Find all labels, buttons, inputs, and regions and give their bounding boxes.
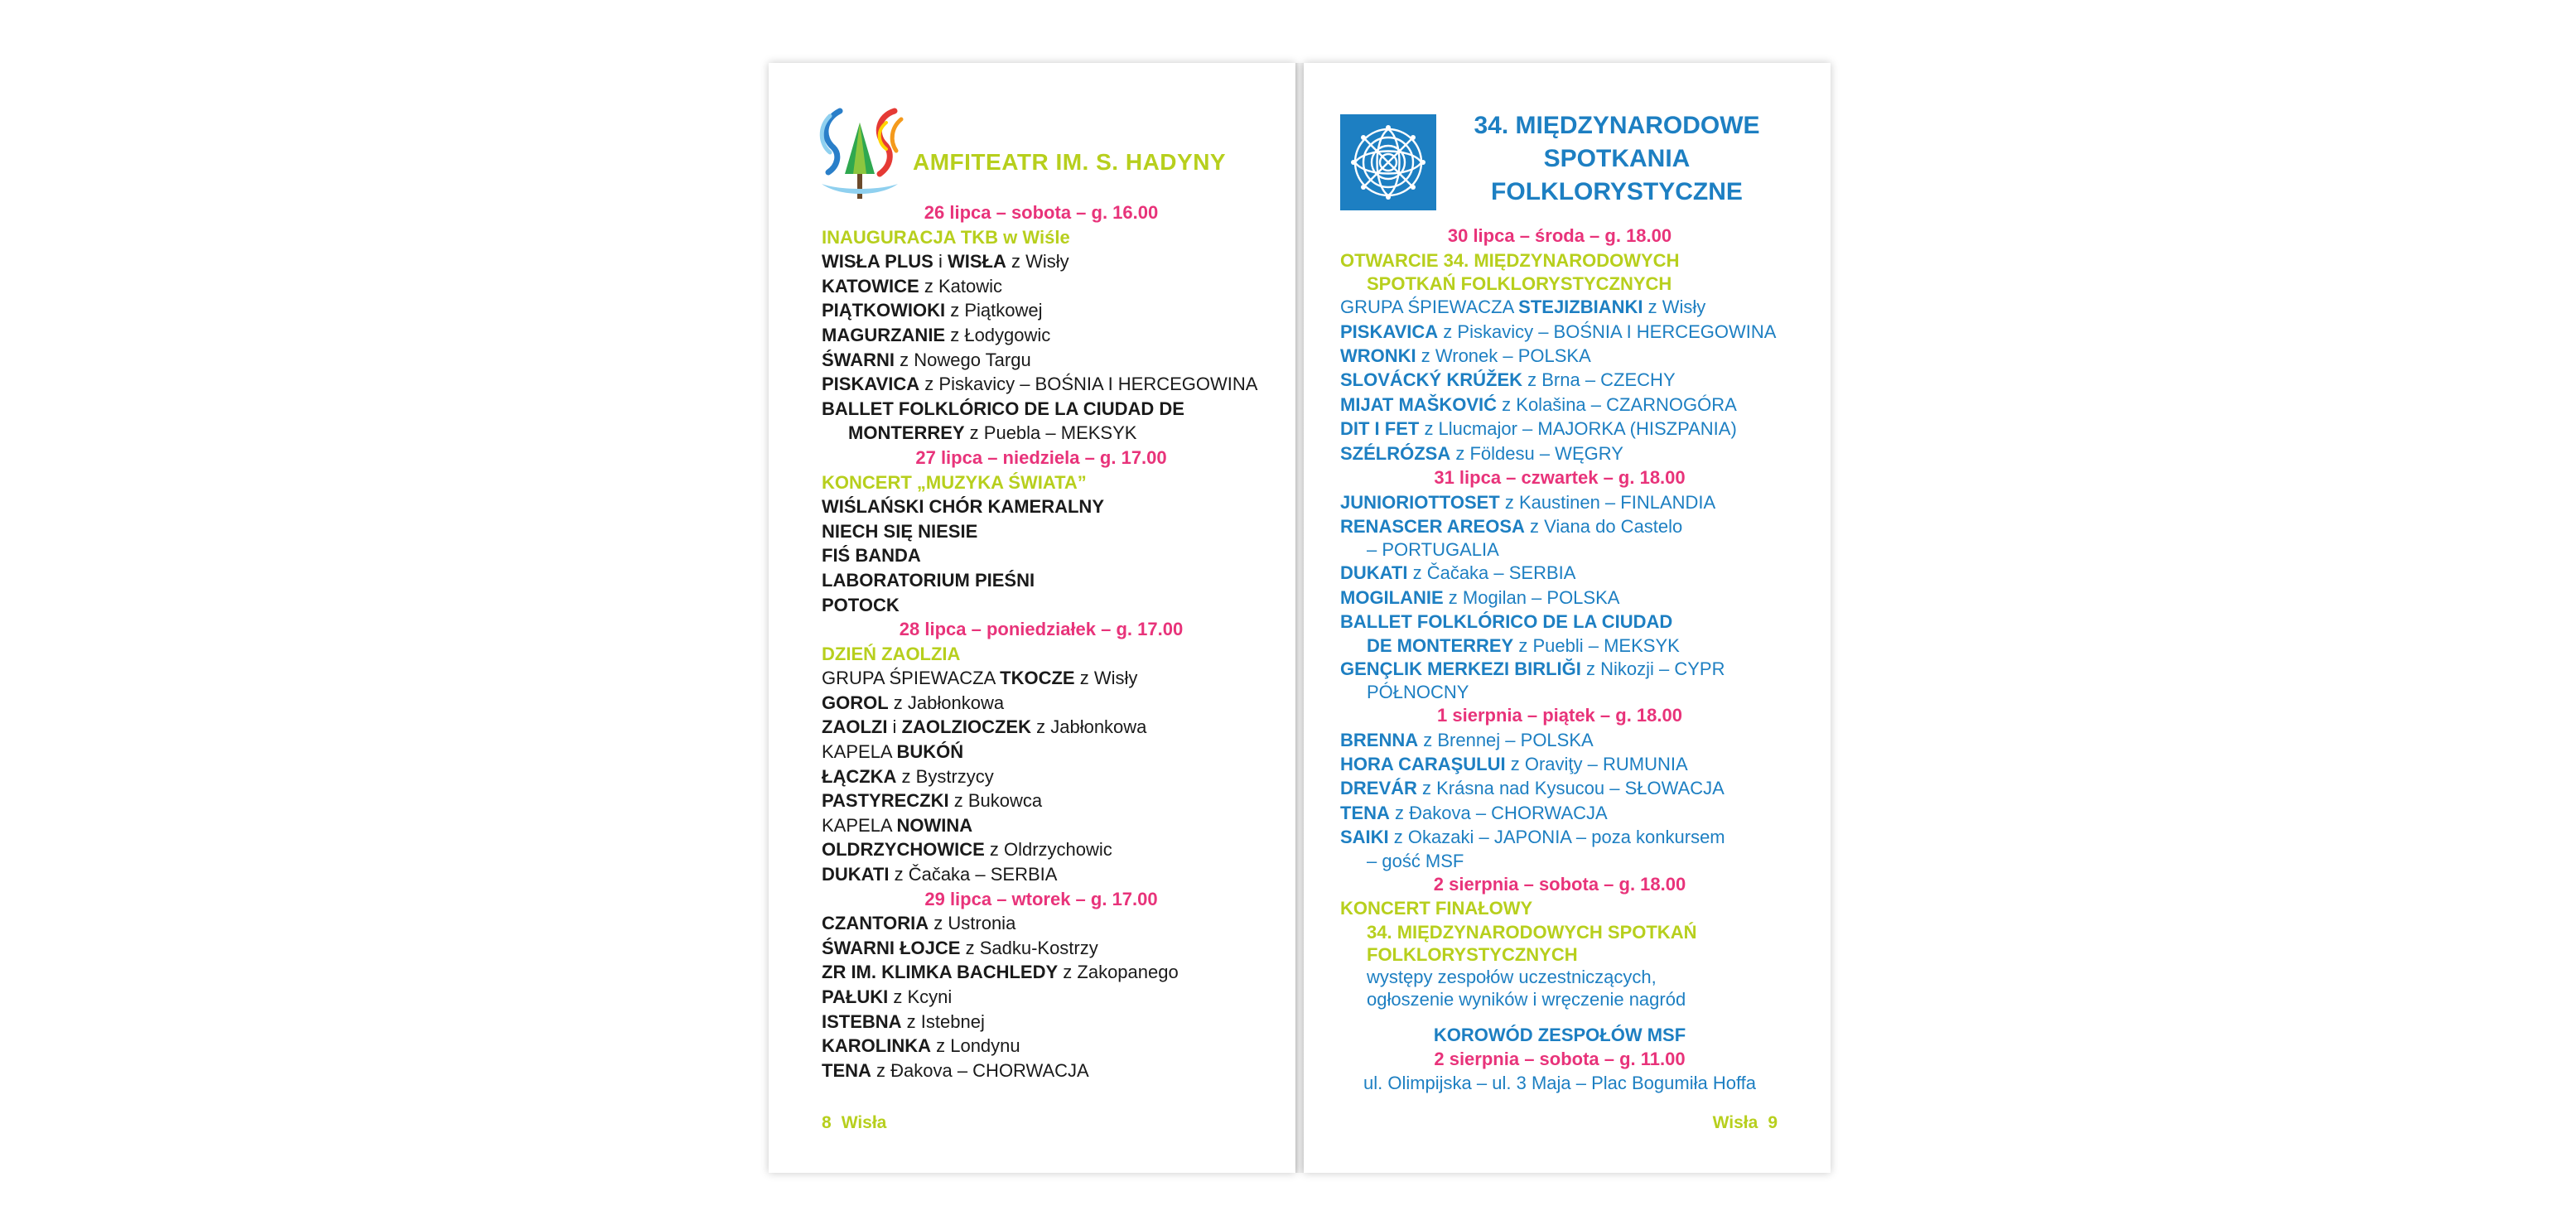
ensemble-name: PASTYRECZKI — [822, 790, 949, 812]
item-text: z Kolašina – CZARNOGÓRA — [1497, 393, 1737, 415]
amphitheatre-logo-icon — [815, 104, 904, 205]
program-item — [1340, 850, 1812, 872]
item-text: z Sadku-Kostrzy — [960, 937, 1098, 958]
item-text: z Katowic — [919, 275, 1002, 297]
program-item — [1340, 295, 1812, 319]
ensemble-name: PAŁUKI — [822, 986, 889, 1007]
program-item — [1340, 801, 1812, 825]
program-item — [1340, 966, 1812, 988]
program-item — [822, 911, 1286, 936]
ensemble-name: ŚWARNI ŁOJCE — [822, 937, 961, 958]
date-heading: 2 sierpnia – sobota – g. 18.00 — [1433, 873, 1686, 895]
program-item — [822, 298, 1286, 323]
item-text: i — [933, 251, 948, 272]
section-heading: KONCERT „MUZYKA ŚWIATA” — [822, 471, 1087, 493]
item-text: z Łodygowic — [945, 324, 1051, 345]
ensemble-name: WISŁA — [947, 251, 1006, 272]
section-heading: DZIEŃ ZAOLZIA — [822, 643, 961, 664]
item-text: GRUPA ŚPIEWACZA — [1340, 297, 1519, 318]
ensemble-name: ŁĄCZKA — [822, 765, 897, 787]
ensemble-name: WIŚLAŃSKI CHÓR KAMERALNY — [822, 496, 1104, 518]
item-text: z Viana do Castelo — [1524, 516, 1683, 538]
right-program-list — [1340, 224, 1812, 1096]
ensemble-name: STEJIZBIANKI — [1518, 297, 1643, 318]
item-text: KAPELA — [822, 741, 897, 763]
item-text: z Puebli – MEKSYK — [1513, 634, 1680, 656]
ensemble-name: SAIKI — [1340, 827, 1389, 848]
date-heading: 30 lipca – środa – g. 18.00 — [1447, 225, 1672, 246]
item-text: z Wronek – POLSKA — [1416, 345, 1591, 366]
ensemble-name: SLOVÁCKÝ KRÚŽEK — [1340, 369, 1523, 391]
item-text: z Đakova – CHORWACJA — [871, 1059, 1089, 1081]
left-folio — [812, 1113, 886, 1133]
ensemble-name: POTOCK — [822, 594, 900, 615]
program-item — [1340, 441, 1812, 465]
page-number: 9 — [1768, 1113, 1778, 1132]
ensemble-name: HORA CARAŞULUI — [1340, 754, 1506, 775]
program-item — [822, 715, 1286, 740]
program-item — [822, 936, 1286, 961]
item-text: z Okazaki – JAPONIA – poza konkursem — [1388, 827, 1725, 848]
venue-title: AMFITEATR IM. S. HADYNY — [913, 149, 1227, 175]
section-heading: SPOTKAŃ FOLKLORYSTYCZNYCH — [1367, 273, 1672, 295]
ensemble-name: FIŚ BANDA — [822, 545, 921, 567]
item-text: z Brennej – POLSKA — [1418, 729, 1594, 750]
ensemble-name: NOWINA — [896, 814, 973, 836]
item-text: z Čačaka – SERBIA — [889, 864, 1058, 885]
left-program-list — [822, 200, 1286, 1083]
section-heading: KONCERT FINAŁOWY — [1340, 898, 1533, 919]
program-item — [1340, 657, 1812, 681]
program-item — [1340, 610, 1812, 634]
program-item — [1340, 368, 1812, 392]
date-heading: 31 lipca – czwartek – g. 18.00 — [1434, 467, 1686, 489]
ensemble-name: GENÇLIK MERKEZI BIRLIĞI — [1340, 658, 1581, 679]
section-heading: INAUGURACJA TKB w Wiśle — [822, 226, 1070, 248]
item-text: z Llucmajor – MAJORKA (HISZPANIA) — [1419, 418, 1737, 440]
program-item — [822, 519, 1286, 544]
ensemble-name: PISKAVICA — [1340, 321, 1439, 342]
ensemble-name: ŚWARNI — [822, 349, 895, 370]
program-item — [1340, 728, 1812, 752]
program-item — [822, 985, 1286, 1010]
program-item — [822, 348, 1286, 373]
item-text: z Oraviţy – RUMUNIA — [1505, 754, 1688, 775]
item-text: z Piskavicy – BOŚNIA I HERCEGOWINA — [1438, 321, 1777, 342]
page-number: 8 — [822, 1113, 832, 1132]
item-text: – PORTUGALIA — [1367, 539, 1499, 561]
ensemble-name: PIĄTKOWIOKI — [822, 300, 946, 321]
parade-route: ul. Olimpijska – ul. 3 Maja – Plac Bogumiła Hoffa — [1363, 1073, 1757, 1094]
ensemble-name: JUNIORIOTTOSET — [1340, 491, 1500, 513]
festival-title-line: SPOTKANIA — [1543, 145, 1691, 172]
program-item — [1340, 752, 1812, 776]
ensemble-name: PISKAVICA — [822, 374, 920, 395]
program-item — [1340, 681, 1812, 703]
date-heading: 26 lipca – sobota – g. 16.00 — [924, 202, 1159, 223]
program-item — [822, 789, 1286, 813]
program-item — [822, 1010, 1286, 1034]
item-text: z Földesu – WĘGRY — [1450, 442, 1623, 464]
item-text: z Ustronia — [929, 913, 1016, 934]
date-heading: 27 lipca – niedziela – g. 17.00 — [915, 446, 1167, 468]
ensemble-name: LABORATORIUM PIEŚNI — [822, 569, 1035, 591]
program-item — [822, 494, 1286, 519]
program-item — [822, 862, 1286, 887]
program-item — [822, 740, 1286, 764]
program-item — [1340, 634, 1812, 657]
section-heading: 34. MIĘDZYNARODOWYCH SPOTKAŃ — [1367, 921, 1697, 943]
ensemble-name: OLDRZYCHOWICE — [822, 839, 985, 861]
date-heading: 28 lipca – poniedziałek – g. 17.00 — [899, 619, 1184, 640]
program-item — [822, 1034, 1286, 1059]
program-item — [822, 960, 1286, 985]
ensemble-name: GOROL — [822, 692, 889, 713]
ensemble-name: NIECH SIĘ NIESIE — [822, 520, 978, 542]
ensemble-name: TENA — [822, 1059, 871, 1081]
program-item — [822, 372, 1286, 397]
ensemble-name: RENASCER AREOSA — [1340, 516, 1525, 538]
item-text: z Istebnej — [901, 1010, 985, 1032]
item-text: z Piskavicy – BOŚNIA I HERCEGOWINA — [919, 374, 1258, 395]
program-item — [822, 543, 1286, 568]
item-text: z Piątkowej — [945, 300, 1043, 321]
item-text: z Puebla – MEKSYK — [964, 422, 1137, 444]
program-item — [1340, 320, 1812, 344]
section-heading: OTWARCIE 34. MIĘDZYNARODOWYCH — [1340, 249, 1680, 271]
item-text: z Brna – CZECHY — [1522, 369, 1676, 391]
ensemble-name: KAROLINKA — [822, 1035, 931, 1057]
item-text: i — [887, 716, 902, 738]
ensemble-name: DREVÁR — [1340, 778, 1417, 799]
ensemble-name: ISTEBNA — [822, 1010, 902, 1032]
program-item — [1340, 344, 1812, 368]
item-text: z Zakopanego — [1058, 962, 1179, 983]
program-item — [1340, 561, 1812, 585]
item-text: z Mogilan – POLSKA — [1443, 586, 1620, 608]
left-page — [769, 63, 1295, 1173]
program-item — [1340, 776, 1812, 800]
ensemble-name: DUKATI — [1340, 562, 1408, 584]
program-item — [1340, 514, 1812, 538]
folio-label: Wisła — [1712, 1113, 1758, 1132]
program-item — [822, 837, 1286, 862]
program-item — [822, 1059, 1286, 1083]
ensemble-name: KATOWICE — [822, 275, 919, 297]
item-text: z Nowego Targu — [895, 349, 1031, 370]
item-text: z Wisły — [1643, 297, 1706, 318]
festival-title-line: 34. MIĘDZYNARODOWE — [1474, 112, 1760, 139]
item-text: KAPELA — [822, 814, 897, 836]
item-text: PÓŁNOCNY — [1367, 682, 1469, 703]
ensemble-name: SZÉLRÓZSA — [1340, 442, 1451, 464]
item-text: z Jabłonkowa — [888, 692, 1005, 713]
program-item — [1340, 586, 1812, 610]
program-item — [1340, 393, 1812, 417]
ensemble-name: MONTERREY — [848, 422, 965, 444]
ensemble-name: DE MONTERREY — [1367, 634, 1514, 656]
item-text: z Krásna nad Kysucou – SŁOWACJA — [1416, 778, 1725, 799]
festival-logo-icon — [1340, 114, 1436, 210]
program-item — [822, 666, 1286, 691]
right-folio — [1713, 1113, 1787, 1133]
date-heading: 29 lipca – wtorek – g. 17.00 — [924, 888, 1158, 909]
item-text: z Oldrzychowic — [984, 839, 1112, 861]
program-item — [822, 397, 1286, 422]
program-item — [1340, 417, 1812, 441]
right-page — [1304, 63, 1831, 1173]
item-text: z Čačaka – SERBIA — [1407, 562, 1576, 584]
program-item — [822, 323, 1286, 348]
folio-label: Wisła — [841, 1113, 887, 1132]
book-spine — [1295, 63, 1304, 1173]
item-text: z Kcyni — [888, 986, 953, 1007]
program-item — [822, 249, 1286, 274]
program-item — [822, 421, 1286, 446]
program-item — [822, 764, 1286, 789]
ensemble-name: BUKÓŃ — [896, 741, 964, 763]
ensemble-name: BRENNA — [1340, 729, 1419, 750]
date-heading: 1 sierpnia – piątek – g. 18.00 — [1437, 705, 1682, 726]
item-text: z Kaustinen – FINLANDIA — [1499, 491, 1716, 513]
program-item — [1340, 825, 1812, 849]
ensemble-name: CZANTORIA — [822, 913, 929, 934]
item-text: z Bystrzycy — [896, 765, 994, 787]
section-heading: FOLKLORYSTYCZNYCH — [1367, 943, 1578, 965]
ensemble-name: MAGURZANIE — [822, 324, 946, 345]
ensemble-name: MIJAT MAŠKOVIĆ — [1340, 393, 1498, 415]
program-item — [822, 568, 1286, 593]
festival-title — [1451, 109, 1782, 209]
ensemble-name: TENA — [1340, 802, 1390, 823]
ensemble-name: TKOCZE — [1000, 668, 1075, 689]
item-text: z Jabłonkowa — [1031, 716, 1147, 738]
program-item — [822, 274, 1286, 299]
program-item — [822, 813, 1286, 838]
item-text: z Bukowca — [948, 790, 1043, 812]
item-text: – gość MSF — [1367, 850, 1464, 871]
program-item — [822, 593, 1286, 618]
program-item — [1340, 538, 1812, 561]
item-text: z Londynu — [931, 1035, 1020, 1057]
item-text: ogłoszenie wyników i wręczenie nagród — [1367, 988, 1686, 1010]
program-item — [1340, 988, 1812, 1010]
ensemble-name: ZAOLZI — [822, 716, 888, 738]
item-text: z Wisły — [1006, 251, 1069, 272]
item-text: z Đakova – CHORWACJA — [1389, 802, 1608, 823]
parade-date: 2 sierpnia – sobota – g. 11.00 — [1434, 1048, 1686, 1069]
ensemble-name: BALLET FOLKLÓRICO DE LA CIUDAD DE — [822, 398, 1184, 419]
item-text: z Wisły — [1074, 668, 1138, 689]
ensemble-name: DUKATI — [822, 864, 890, 885]
ensemble-name: WISŁA PLUS — [822, 251, 933, 272]
parade-title: KOROWÓD ZESPOŁÓW MSF — [1433, 1024, 1686, 1045]
ensemble-name: WRONKI — [1340, 345, 1416, 366]
ensemble-name: ZAOLZIOCZEK — [901, 716, 1031, 738]
item-text: występy zespołów uczestniczących, — [1367, 966, 1657, 987]
ensemble-name: DIT I FET — [1340, 418, 1420, 440]
ensemble-name: BALLET FOLKLÓRICO DE LA CIUDAD — [1340, 611, 1673, 633]
festival-title-line: FOLKLORYSTYCZNE — [1491, 178, 1743, 205]
item-text: z Nikozji – CYPR — [1580, 658, 1725, 679]
ensemble-name: ZR IM. KLIMKA BACHLEDY — [822, 962, 1059, 983]
program-item — [1340, 490, 1812, 514]
ensemble-name: MOGILANIE — [1340, 586, 1444, 608]
item-text: GRUPA ŚPIEWACZA — [822, 668, 1001, 689]
program-item — [822, 691, 1286, 716]
